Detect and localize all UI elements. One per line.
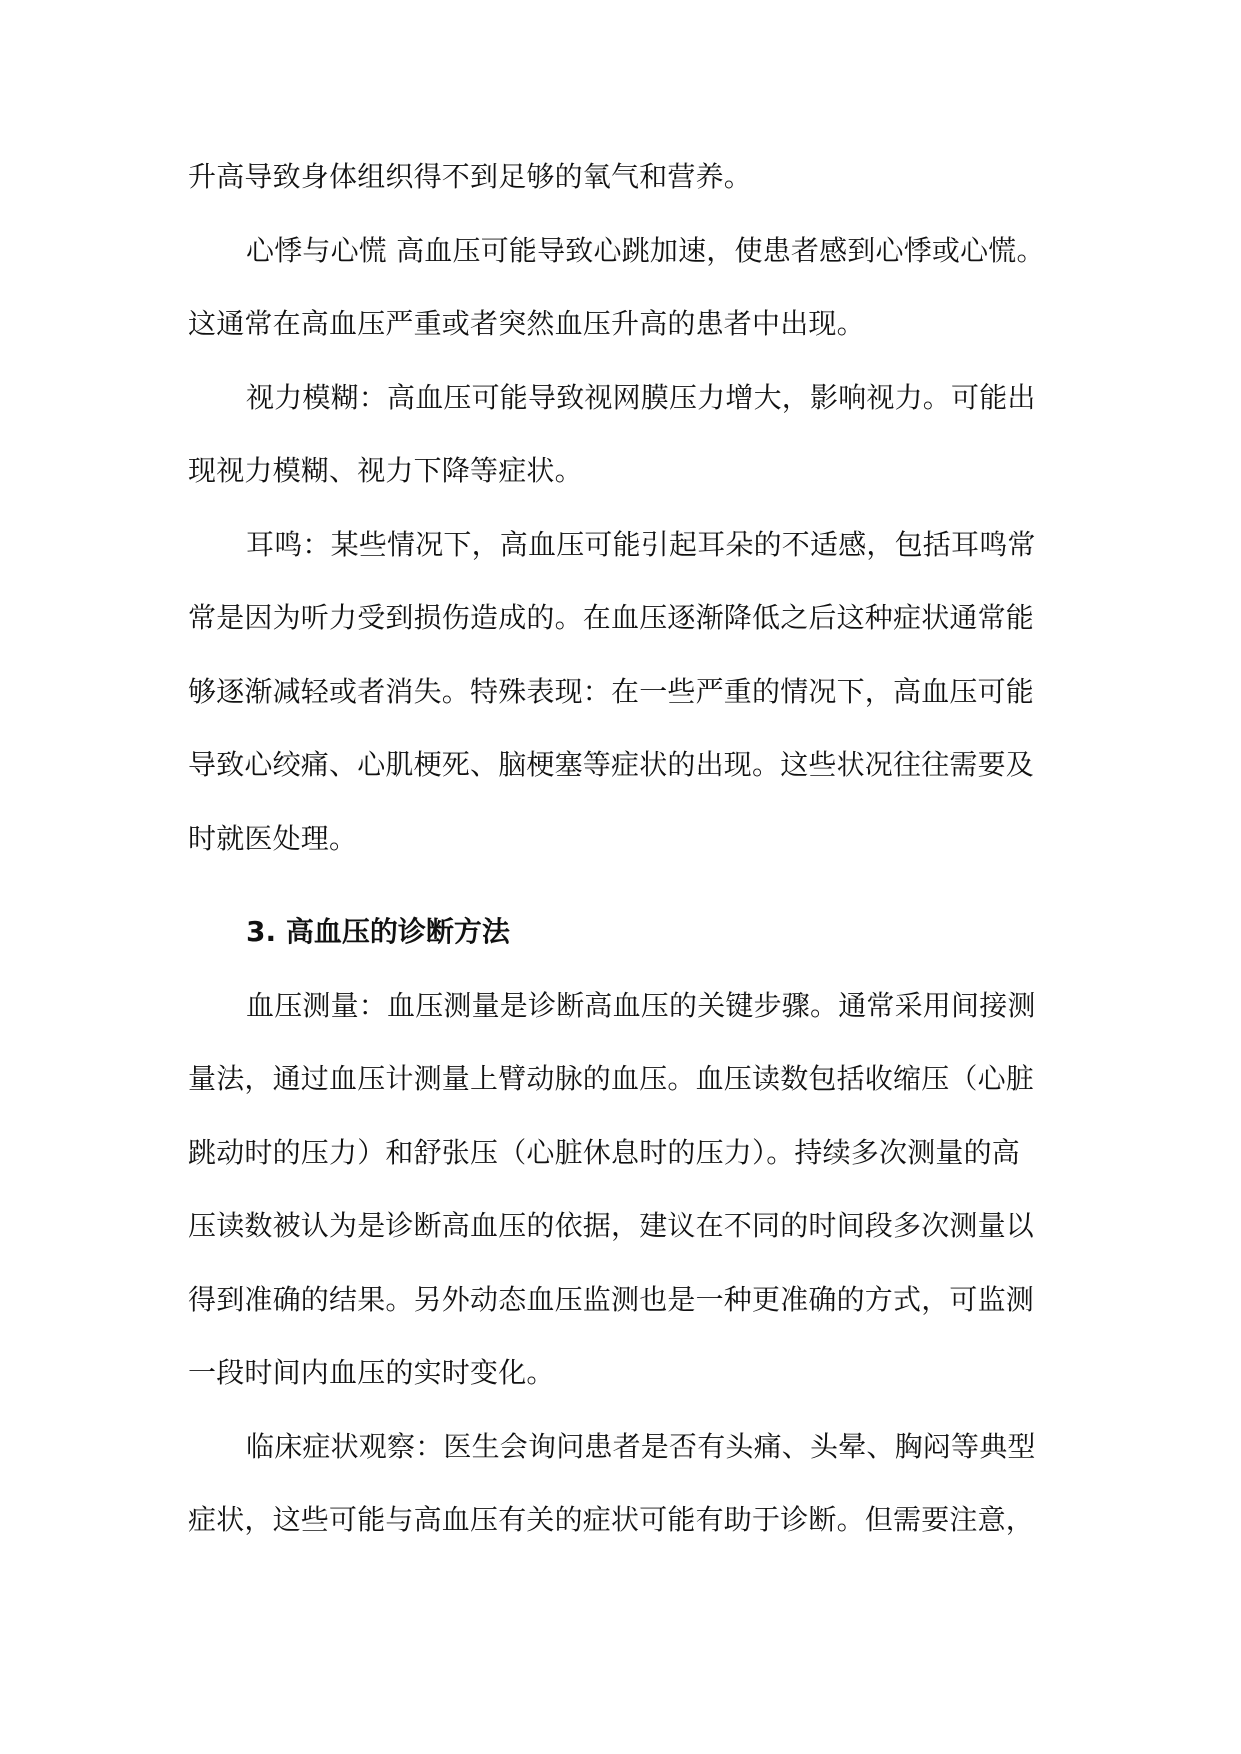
text-line: 量法，通过血压计测量上臂动脉的血压。血压读数包括收缩压（心脏: [188, 1062, 1035, 1095]
text-line: 血压测量：血压测量是诊断高血压的关键步骤。通常采用间接测: [246, 988, 1036, 1022]
paragraph-clinical-symptoms: [188, 1410, 1056, 1557]
paragraph-blurred-vision: [188, 361, 1056, 508]
text-line: 时就医处理。: [188, 821, 358, 855]
paragraph-1: [188, 140, 1056, 214]
text-line: 导致心绞痛、心肌梗死、脑梗塞等症状的出现。这些状况往往需要及: [188, 748, 1035, 781]
text-line: 症状，这些可能与高血压有关的症状可能有助于诊断。但需要注意，: [188, 1503, 1035, 1536]
text-line: 常是因为听力受到损伤造成的。在血压逐渐降低之后这种症状通常能: [188, 601, 1035, 634]
text-line: 一段时间内血压的实时变化。: [188, 1356, 555, 1389]
text-line: 压读数被认为是诊断高血压的依据，建议在不同的时间段多次测量以: [188, 1209, 1035, 1242]
paragraph-bp-measurement: [188, 969, 1056, 1410]
text-line: 视力模糊：高血压可能导致视网膜压力增大，影响视力。可能出: [246, 380, 1036, 414]
document-page: [188, 140, 1056, 1557]
text-line: 心悸与心慌 高血压可能导致心跳加速，使患者感到心悸或心慌。: [246, 233, 1045, 267]
section-heading: 3. 高血压的诊断方法: [246, 915, 510, 948]
text-line: 耳鸣：某些情况下，高血压可能引起耳朵的不适感，包括耳鸣常: [246, 527, 1036, 561]
text-line: 得到准确的结果。另外动态血压监测也是一种更准确的方式，可监测: [188, 1282, 1035, 1316]
text-line: 跳动时的压力）和舒张压（心脏休息时的压力）。持续多次测量的高: [188, 1135, 1021, 1169]
text-line: 临床症状观察：医生会询问患者是否有头痛、头晕、胸闷等典型: [246, 1429, 1036, 1463]
paragraph-palpitations: [188, 214, 1056, 361]
text-line: 够逐渐减轻或者消失。特殊表现：在一些严重的情况下，高血压可能: [188, 674, 1035, 708]
text-line: 现视力模糊、视力下降等症状。: [188, 454, 583, 487]
paragraph-tinnitus: [188, 508, 1056, 876]
text-line: 升高导致身体组织得不到足够的氧气和营养。: [188, 160, 753, 193]
text-line: 这通常在高血压严重或者突然血压升高的患者中出现。: [188, 307, 865, 340]
